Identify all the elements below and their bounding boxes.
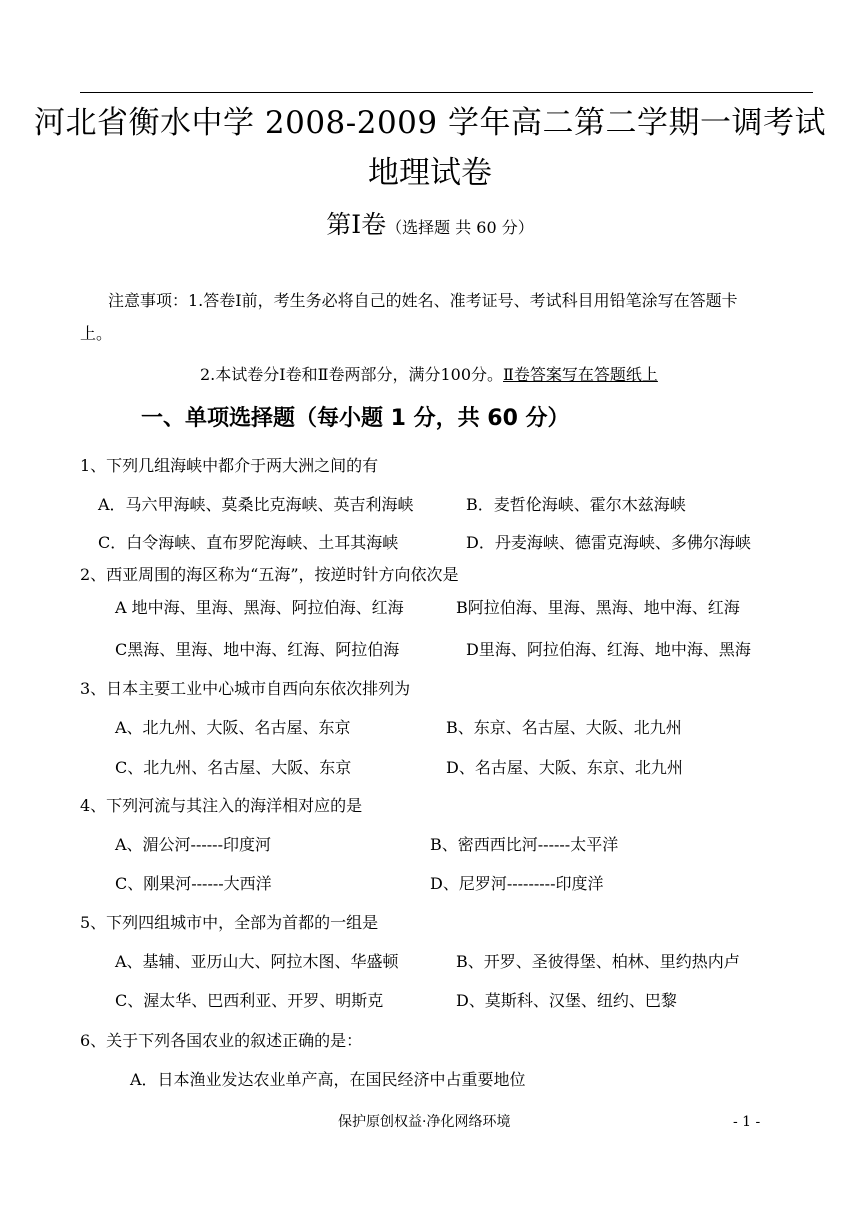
question-1-option-b: B．麦哲伦海峡、霍尔木兹海峡 — [466, 495, 686, 514]
note-1-cont: 上。 — [80, 324, 113, 343]
page-number: - 1 - — [733, 1114, 761, 1130]
question-2-option-a: A 地中海、里海、黑海、阿拉伯海、红海 — [115, 598, 404, 617]
question-3-stem: 3、日本主要工业中心城市自西向东依次排列为 — [80, 679, 411, 698]
question-4-stem: 4、下列河流与其注入的海洋相对应的是 — [80, 796, 363, 815]
question-4-option-a: A、湄公河------印度河 — [115, 835, 271, 854]
question-2-stem: 2、西亚周围的海区称为“五海”，按逆时针方向依次是 — [80, 565, 459, 584]
section-heading: 一、单项选择题（每小题 1 分，共 60 分） — [141, 406, 570, 431]
question-3-option-a: A、北九州、大阪、名古屋、东京 — [115, 718, 351, 737]
question-1-option-c: C．白令海峡、直布罗陀海峡、土耳其海峡 — [98, 533, 399, 552]
exam-subject: 地理试卷 — [368, 155, 492, 191]
question-5-option-a: A、基辅、亚历山大、阿拉木图、华盛顿 — [115, 952, 399, 971]
question-1-option-a: A．马六甲海峡、莫桑比克海峡、英吉利海峡 — [98, 495, 414, 514]
question-5-option-c: C、渥太华、巴西利亚、开罗、明斯克 — [115, 991, 384, 1010]
question-6-option-a: A．日本渔业发达农业单产高，在国民经济中占重要地位 — [130, 1070, 526, 1089]
question-3-option-c: C、北九州、名古屋、大阪、东京 — [115, 758, 352, 777]
question-2-option-c: C黑海、里海、地中海、红海、阿拉伯海 — [115, 640, 400, 659]
question-3-option-b: B、东京、名古屋、大阪、北九州 — [446, 718, 682, 737]
note-2-underlined: Ⅱ卷答案写在答题纸上 — [503, 365, 658, 384]
question-4-option-c: C、刚果河------大西洋 — [115, 874, 272, 893]
note-2-text: 2.本试卷分Ⅰ卷和Ⅱ卷两部分，满分100分。 — [200, 365, 504, 384]
question-5-option-b: B、开罗、圣彼得堡、柏林、里约热内卢 — [456, 952, 740, 971]
question-6-stem: 6、关于下列各国农业的叙述正确的是： — [80, 1031, 363, 1050]
question-1-option-d: D．丹麦海峡、德雷克海峡、多佛尔海峡 — [466, 533, 751, 552]
question-2-option-b: B阿拉伯海、里海、黑海、地中海、红海 — [456, 598, 740, 617]
question-5-stem: 5、下列四组城市中，全部为首都的一组是 — [80, 913, 379, 932]
volume-main: 第Ⅰ卷 — [326, 210, 387, 239]
exam-title: 河北省衡水中学 2008-2009 学年高二第二学期一调考试 — [34, 105, 826, 141]
question-3-option-d: D、名古屋、大阪、东京、北九州 — [446, 758, 683, 777]
note-1: 注意事项：1.答卷Ⅰ前，考生务必将自己的姓名、准考证号、考试科目用铅笔涂写在答题卡 — [108, 291, 738, 310]
footer-slogan: 保护原创权益·净化网络环境 — [338, 1114, 511, 1130]
note-2 — [200, 364, 658, 386]
volume-sub: （选择题 共 60 分） — [386, 218, 534, 237]
question-2-option-d: D里海、阿拉伯海、红海、地中海、黑海 — [466, 640, 751, 659]
volume-title — [0, 208, 860, 245]
question-1-stem: 1、下列几组海峡中都介于两大洲之间的有 — [80, 456, 379, 475]
header-rule — [80, 92, 813, 93]
question-5-option-d: D、莫斯科、汉堡、纽约、巴黎 — [456, 991, 677, 1010]
question-4-option-d: D、尼罗河---------印度洋 — [430, 874, 604, 893]
question-4-option-b: B、密西西比河------太平洋 — [430, 835, 619, 854]
